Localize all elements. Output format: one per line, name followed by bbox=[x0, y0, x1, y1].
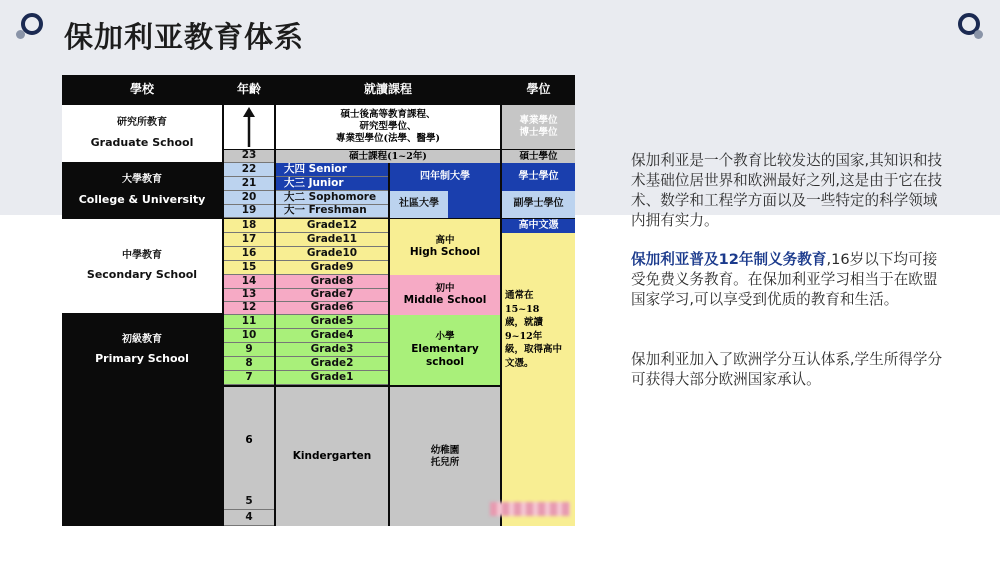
grade-cell: Grade10 bbox=[276, 247, 388, 261]
age-cell: 9 bbox=[224, 343, 274, 357]
grad-degree-cell: 專業學位 博士學位 bbox=[502, 105, 575, 149]
age-cell: 13 bbox=[224, 289, 274, 302]
middle-school-en: Middle School bbox=[403, 294, 487, 307]
age-cell: 17 bbox=[224, 233, 274, 247]
grade-cell: Grade2 bbox=[276, 357, 388, 371]
grade-cell: Grade6 bbox=[276, 302, 388, 315]
grad-courses-cell: 碩士後高等教育課程、 研究型學位、 專業型學位(法學、醫學) bbox=[276, 105, 500, 149]
high-school-diploma-cell: 高中文憑 bbox=[502, 219, 575, 233]
ects-paragraph: 保加利亚加入了欧洲学分互认体系,学生所得学分可获得大部分欧洲国家承认。 bbox=[631, 351, 943, 388]
age-cell: 4 bbox=[224, 510, 274, 526]
header-age: 年齡 bbox=[236, 81, 261, 96]
age-cell: 11 bbox=[224, 315, 274, 329]
watermark-blur bbox=[490, 502, 570, 516]
grade-cell: Grade11 bbox=[276, 233, 388, 247]
primary-school-zh: 初級教育 bbox=[122, 333, 162, 345]
kindergarten-en-cell: Kindergarten bbox=[276, 387, 388, 526]
graduate-school-en: Graduate School bbox=[90, 135, 194, 149]
age-cell: 21 bbox=[224, 177, 274, 191]
age-cell: 14 bbox=[224, 275, 274, 289]
middle-school-cell bbox=[390, 275, 500, 315]
page-title: 保加利亚教育体系 bbox=[64, 20, 305, 54]
age-cell: 8 bbox=[224, 357, 274, 371]
age-cell: 22 bbox=[224, 163, 274, 177]
college-en: College & University bbox=[78, 192, 206, 206]
graduate-school-cell bbox=[62, 105, 222, 162]
secondary-school-zh: 中學教育 bbox=[122, 249, 162, 261]
age-arrow-cell bbox=[224, 105, 274, 149]
elementary-zh: 小學 bbox=[435, 330, 455, 342]
secondary-school-en: Secondary School bbox=[86, 268, 198, 282]
age-cell: 5 bbox=[224, 495, 274, 510]
grade-cell: Grade1 bbox=[276, 371, 388, 385]
high-school-cell bbox=[390, 219, 500, 275]
grade-cell: Grade7 bbox=[276, 289, 388, 302]
master-course-cell: 碩士課程(1~2年) bbox=[276, 150, 500, 163]
age-cell: 7 bbox=[224, 371, 274, 385]
grade-cell: Grade4 bbox=[276, 329, 388, 343]
age-cell: 6 bbox=[224, 387, 274, 495]
college-year-cell: 大三 Junior bbox=[276, 177, 388, 191]
kindergarten-zh-cell: 幼稚園 托兒所 bbox=[390, 387, 500, 526]
intro-paragraph: 保加利亚是一个教育比较发达的国家,其知识和技术基础位居世界和欧洲最好之列,这是由于它在技术、数学和工程学方面以及一些特定的科学领域内拥有实力。 bbox=[631, 152, 943, 229]
header-school: 學校 bbox=[129, 81, 154, 96]
compulsory-rest: ,16岁以下均可接受免费义务教育。在保加利亚学习相当于在欧盟国家学习,可以享受到优质的教育和生活。 bbox=[631, 251, 938, 308]
grade-cell: Grade3 bbox=[276, 343, 388, 357]
grade-cell: Grade5 bbox=[276, 315, 388, 329]
age-cell: 19 bbox=[224, 205, 274, 218]
up-arrow-icon bbox=[242, 107, 256, 147]
grade-cell: Grade12 bbox=[276, 219, 388, 233]
elementary-cell bbox=[390, 315, 500, 385]
header-course: 就讀課程 bbox=[363, 81, 412, 96]
secondary-school-cell bbox=[62, 219, 222, 313]
four-year-university-cell: 四年制大學 bbox=[390, 163, 500, 191]
age-cell: 23 bbox=[224, 150, 274, 163]
high-school-zh: 高中 bbox=[435, 234, 455, 246]
primary-school-en: Primary School bbox=[95, 352, 189, 366]
associate-degree-cell: 副學士學位 bbox=[502, 191, 575, 218]
bachelor-degree-cell: 學士學位 bbox=[502, 163, 575, 191]
community-college-cell: 社區大學 bbox=[390, 191, 448, 218]
college-zh: 大學教育 bbox=[122, 174, 162, 186]
age-cell: 15 bbox=[224, 261, 274, 275]
education-table bbox=[62, 75, 575, 526]
age-cell: 12 bbox=[224, 302, 274, 315]
college-year-cell: 大一 Freshman bbox=[276, 205, 388, 218]
high-school-en: High School bbox=[409, 246, 481, 259]
elementary-en: Elementary school bbox=[411, 342, 479, 368]
college-year-cell: 大四 Senior bbox=[276, 163, 388, 177]
age-cell: 10 bbox=[224, 329, 274, 343]
primary-school-cell bbox=[62, 315, 222, 385]
compulsory-note-cell: 通常在 15~18 歲，就讀 9~12年 級，取得高中 文憑。 bbox=[502, 233, 575, 526]
college-year-cell: 大二 Sophomore bbox=[276, 191, 388, 205]
age-cell: 20 bbox=[224, 191, 274, 205]
community-college-fill bbox=[448, 191, 500, 218]
master-degree-cell: 碩士學位 bbox=[502, 150, 575, 163]
age-cell: 16 bbox=[224, 247, 274, 261]
college-cell bbox=[62, 163, 222, 218]
age-cell: 18 bbox=[224, 219, 274, 233]
grade-cell: Grade9 bbox=[276, 261, 388, 275]
compulsory-highlight: 保加利亚普及12年制义务教育 bbox=[631, 251, 827, 268]
graduate-school-zh: 研究所教育 bbox=[117, 117, 167, 129]
grade-cell: Grade8 bbox=[276, 275, 388, 289]
compulsory-paragraph bbox=[631, 250, 951, 310]
middle-school-zh: 初中 bbox=[435, 282, 455, 294]
header-degree: 學位 bbox=[526, 81, 551, 96]
